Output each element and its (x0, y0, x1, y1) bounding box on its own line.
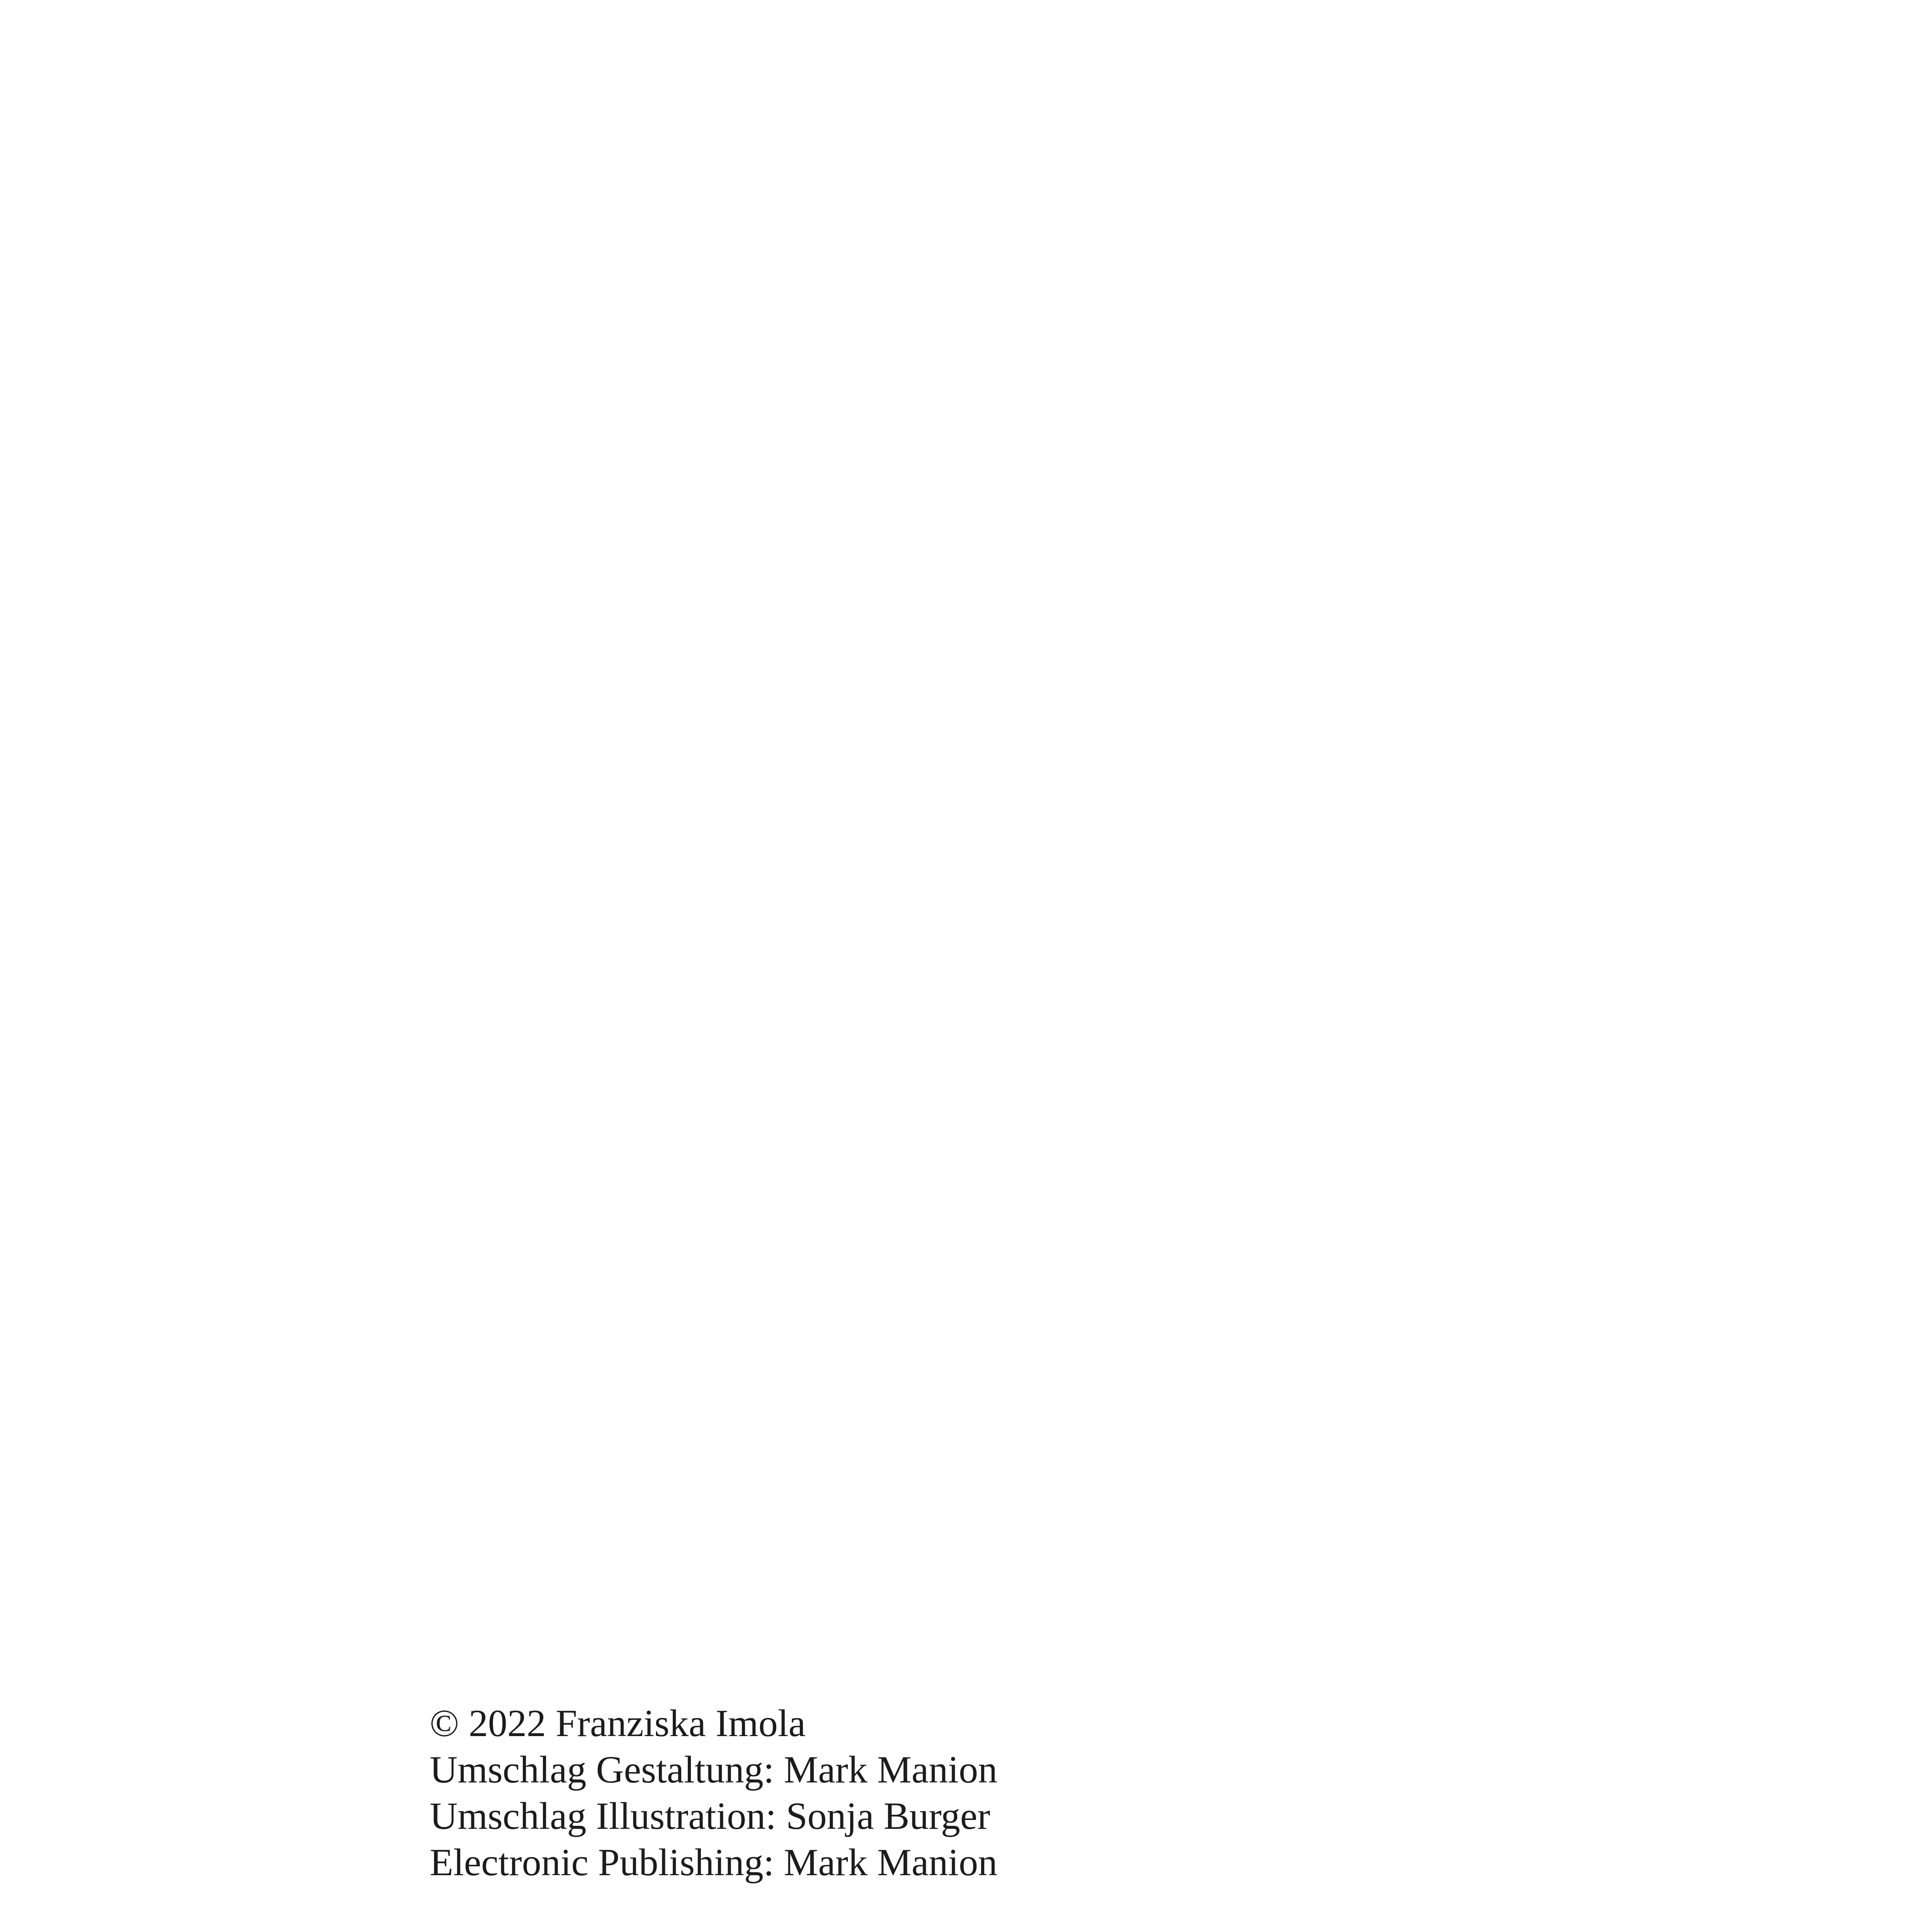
cover-illustration-line: Umschlag Illustration: Sonja Burger (430, 1794, 990, 1837)
copyright-line: © 2022 Franziska Imola (430, 1702, 806, 1745)
electronic-publishing-line: Electronic Publishing: Mark Manion (430, 1841, 998, 1884)
imprint-page (430, 1700, 1549, 1932)
cover-design-line: Umschlag Gestaltung: Mark Manion (430, 1748, 998, 1791)
credits-block (430, 1700, 1549, 1886)
